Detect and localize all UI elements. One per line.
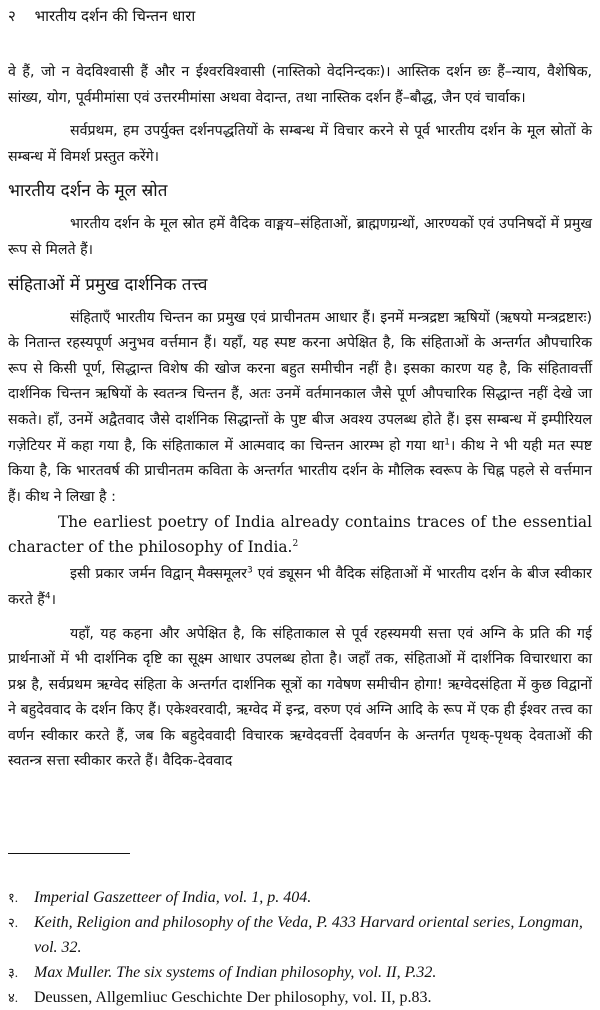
footnote	[8, 910, 592, 960]
body-text	[8, 60, 592, 783]
paragraph: भारतीय दर्शन के मूल स्रोत हमें वैदिक वाङ्मय–संहिताओं, ब्राह्मणग्रन्थों, आरण्यकों एवं उपनिषदों में प्रमुख रूप से मिलते हैं।	[8, 216, 592, 258]
footnote-text: Imperial Gaszetteer of India, vol. 1, p. 404.	[34, 889, 312, 906]
footnote-number: ४.	[8, 990, 19, 1005]
footnote	[8, 885, 592, 910]
section-heading: संहिताओं में प्रमुख दार्शनिक तत्त्व	[8, 274, 208, 295]
footnote	[8, 960, 592, 985]
footnote-divider	[8, 853, 130, 854]
paragraph: सर्वप्रथम, हम उपर्युक्त दर्शनपद्धतियों के सम्बन्ध में विचार करने से पूर्व भारतीय दर्शन के मूल स्रोतों के सम्बन्ध में विमर्श प्रस्तुत करेंगे।	[8, 123, 592, 165]
block-quote	[8, 510, 592, 560]
running-head	[8, 6, 195, 26]
footnote-number: १.	[8, 890, 19, 905]
footnote-ref: 3	[246, 565, 253, 576]
paragraph: यहाँ, यह कहना और अपेक्षित है, कि संहिताकाल से पूर्व रहस्यमयी सत्ता एवं अग्नि के प्रति की गई प्रार्थनाओं में भी दार्शनिक दृष्टि का सूक्ष्म आधार उपलब्ध होता है। जहाँ तक, संहिताओं में दार्शनिक विचारधारा का प्रश्न है, सर्वप्रथम ऋग्वेद संहिता के अन्तर्गत दार्शनिक सूत्रों का गवेषण समीचीन होगा! ऋग्वेदसंहिता में कुछ विद्वानों ने बहुदेववाद के दर्शन किए हैं। एकेश्वरवादी, ऋग्वेद में इन्द्र, वरुण एवं अग्नि आदि के रूप में एक ही ईश्वर तत्त्व का वर्णन स्वीकार करते हैं, जब कि बहुदेववादी विचारक ऋग्वेदवर्त्ती देववर्णन के अन्तर्गत पृथक्-पृथक् देवताओं की स्वतन्त्र सत्ता स्वीकार करते हैं। वैदिक-देववाद	[8, 625, 592, 770]
paragraph	[8, 562, 592, 613]
footnote-text: Max Muller. The six systems of Indian philosophy, vol. II, P.32.	[34, 964, 437, 981]
footnote-number: २.	[8, 915, 19, 930]
footnote-ref: 1	[444, 436, 450, 447]
quote-text: The earliest poetry of India already contains traces of the essential character of the philosophy of India.	[8, 513, 592, 557]
paragraph	[8, 306, 592, 511]
paragraph-text: ।	[50, 591, 56, 608]
paragraph-text: एवं ड्यूसन भी वैदिक संहिताओं में भारतीय दर्शन के बीज स्वीकार करते हैं	[8, 566, 592, 608]
footnote-text: Keith, Religion and philosophy of the Veda, P. 433 Harvard oriental series, Longman, vol. 32.	[34, 914, 583, 956]
paragraph-text: । कीथ ने भी यही मत स्पष्ट किया है, कि भारतवर्ष की प्राचीनतम कविता के अन्तर्गत भारतीय दर्शन के मौलिक स्वरूप के चिह्न पहले से वर्त्तमान हैं। कीथ ने लिखा है :	[8, 437, 593, 505]
footnote-ref: 2	[292, 539, 299, 550]
footnotes	[8, 885, 592, 1010]
page-number: २	[8, 7, 16, 25]
footnote	[8, 985, 592, 1010]
footnote-number: ३.	[8, 965, 19, 980]
footnote-text: Deussen, Allgemliuc Geschichte Der philosophy, vol. II, p.83.	[34, 989, 432, 1006]
running-title: भारतीय दर्शन की चिन्तन धारा	[34, 7, 196, 25]
paragraph-text: संहिताएँ भारतीय चिन्तन का प्रमुख एवं प्राचीनतम आधार हैं। इनमें मन्त्रद्रष्टा ऋषियों (ऋषयो मन्त्रद्रष्टारः) के नितान्त रहस्यपूर्ण अनुभव वर्त्तमान हैं। यहाँ, यह स्पष्ट करना अपेक्षित है, कि संहिताओं के अन्तर्गत औपचारिक रूप से किसी पूर्ण, सिद्धान्त विशेष की खोज करना बहुत समीचीन नहीं है। इसका कारण यह है, कि संहितावर्त्ती दार्शनिक चिन्तन ऋषियों के स्वतन्त्र चिन्तन हैं, अतः उनमें वर्तमानकाल जैसे पूर्ण औपचारिक सिद्धान्त नहीं देखे जा सकते। हाँ, उनमें अद्वैतवाद जैसे दार्शनिक सिद्धान्तों के पुष्ट बीज अवश्य उपलब्ध होते हैं। इस सम्बन्ध में इम्पीरियल गज़ेटियर में कहा गया है, कि संहिताकाल में आत्मवाद का चिन्तन आरम्भ हो गया था	[8, 309, 592, 454]
paragraph-text: इसी प्रकार जर्मन विद्वान् मैक्समूलर	[70, 566, 247, 583]
section-heading: भारतीय दर्शन के मूल स्रोत	[8, 181, 168, 202]
paragraph: वे हैं, जो न वेदविश्वासी हैं और न ईश्वरविश्वासी (नास्तिको वेदनिन्दकः)। आस्तिक दर्शन छः हैं–न्याय, वैशेषिक, सांख्य, योग, पूर्वमीमांसा एवं उत्तरमीमांसा अथवा वेदान्त, तथा नास्तिक दर्शन हैं–बौद्ध, जैन एवं चार्वाक।	[8, 64, 592, 106]
footnote-ref: 4	[44, 591, 51, 602]
